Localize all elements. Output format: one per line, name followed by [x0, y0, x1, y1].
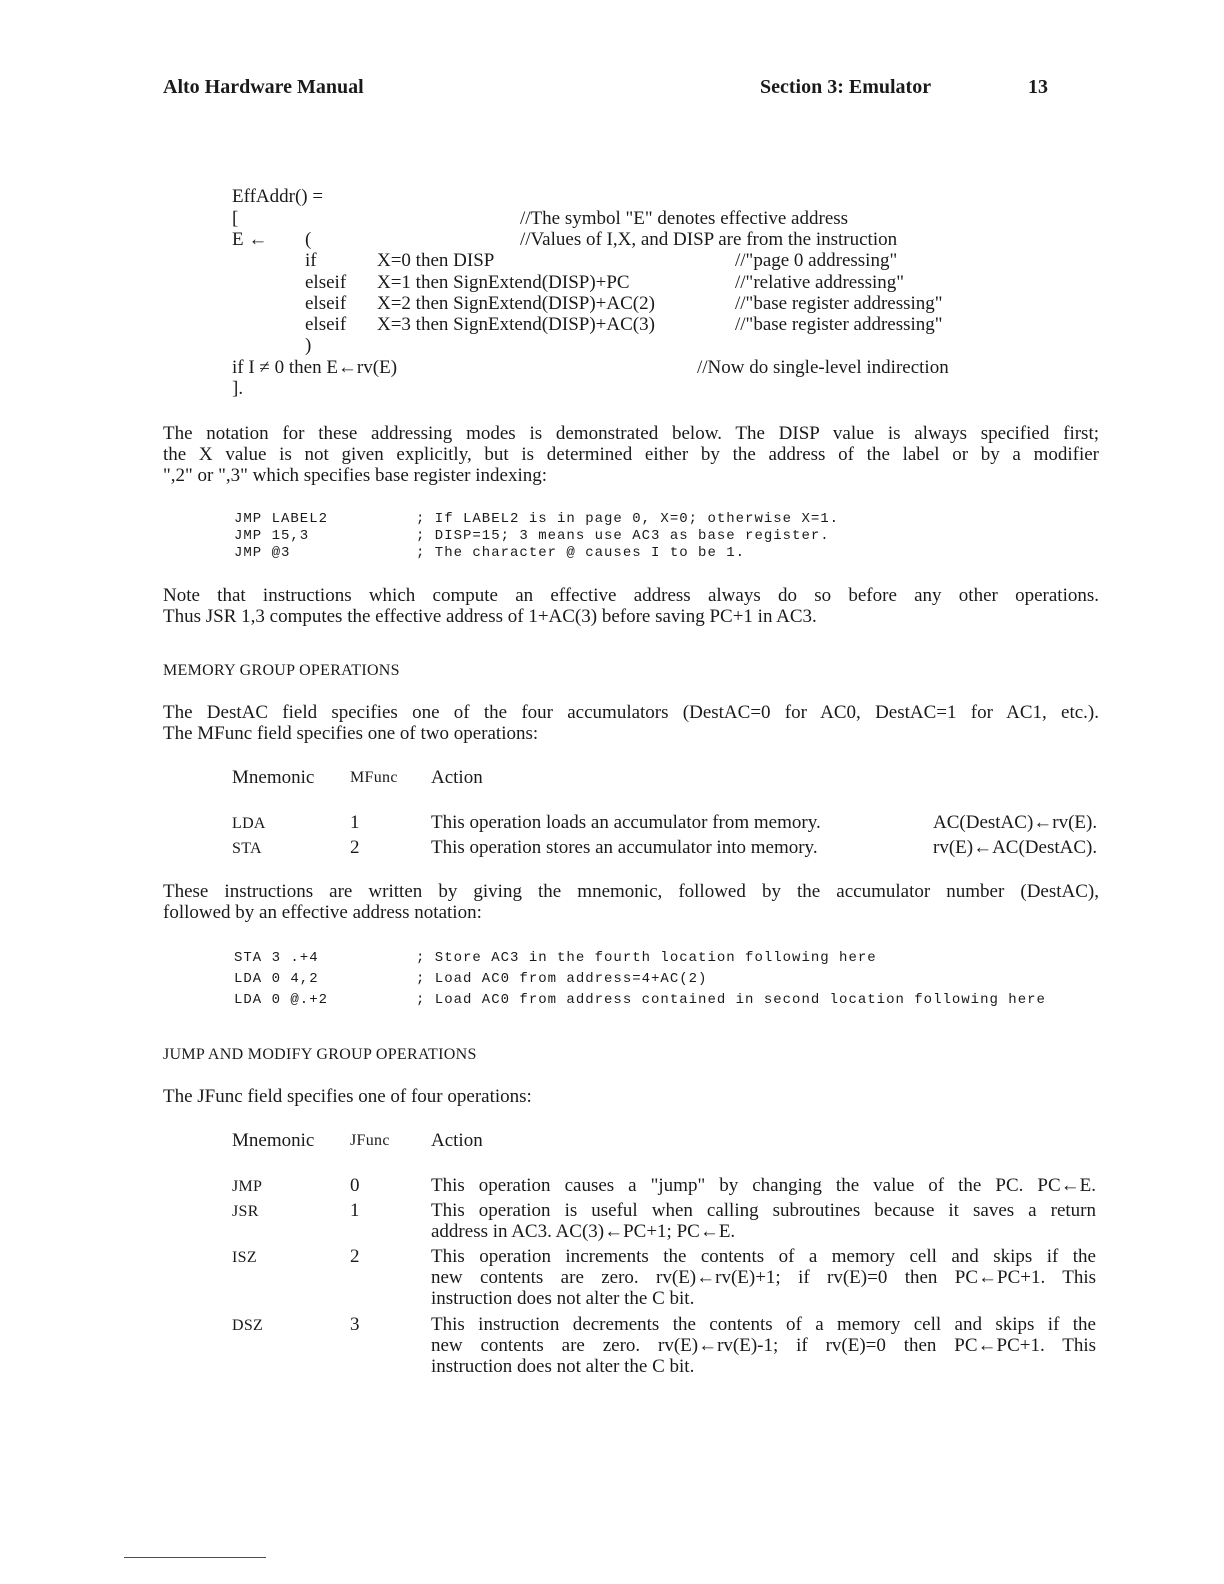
indirection-line: if I ≠ 0 then E←rv(E)	[232, 357, 398, 378]
cond-comment: //"page 0 addressing"	[735, 250, 898, 271]
code-comment: ; DISP=15; 3 means use AC3 as base register.	[416, 528, 830, 544]
table-header-jfunc: JFunc	[350, 1132, 390, 1149]
cond-keyword: elseif	[305, 293, 347, 314]
text-line: This instruction decrements the contents of a memory cell and skips if the	[431, 1314, 1096, 1335]
text-line: This operation increments the contents of a memory cell and skips if the	[431, 1246, 1096, 1267]
action-cell: This operation stores an accumulator into memory.	[431, 837, 818, 858]
text-line: address in AC3. AC(3)←PC+1; PC←E.	[431, 1221, 736, 1242]
header-section: Section 3: Emulator	[760, 76, 932, 98]
code-line: STA 3 .+4	[234, 950, 319, 966]
code-cell: 1	[350, 1200, 360, 1221]
mnemonic-cell: STA	[232, 840, 262, 857]
table-header-mnemonic: Mnemonic	[232, 767, 315, 788]
code-cell: 3	[350, 1314, 360, 1335]
open-bracket: [	[232, 208, 239, 229]
code-line: JMP LABEL2	[234, 511, 329, 527]
table-header-mfunc: MFunc	[350, 769, 398, 786]
effect-cell: AC(DestAC)←rv(E).	[933, 812, 1098, 833]
code-comment: ; Store AC3 in the fourth location following here	[416, 950, 877, 966]
text-line: new contents are zero. rv(E)←rv(E)+1; if rv(E)=0 then PC←PC+1. This	[431, 1267, 1096, 1288]
text-line: These instructions are written by giving the mnemonic, followed by the accumulator number (DestAC),	[163, 881, 1099, 902]
mnemonic-cell: JSR	[232, 1203, 259, 1220]
cond-comment: //"base register addressing"	[735, 314, 943, 335]
header-title: Alto Hardware Manual	[163, 76, 364, 98]
jump-group-heading: JUMP AND MODIFY GROUP OPERATIONS	[163, 1046, 477, 1063]
open-paren: (	[305, 229, 312, 250]
code-comment: ; The character @ causes I to be 1.	[416, 545, 746, 561]
jfunc-paragraph: The JFunc field specifies one of four operations:	[163, 1086, 532, 1107]
text-line: the X value is not given explicitly, but is determined either by the address of the label or by a modifier	[163, 444, 1099, 465]
comment-values: //Values of I,X, and DISP are from the instruction	[520, 229, 898, 250]
code-cell: 2	[350, 837, 360, 858]
code-cell: 0	[350, 1175, 360, 1196]
cond-comment: //"base register addressing"	[735, 293, 943, 314]
code-comment: ; Load AC0 from address contained in second location following here	[416, 992, 1046, 1008]
table-header-action: Action	[431, 767, 483, 788]
code-cell: 1	[350, 812, 360, 833]
cond-expression: X=1 then SignExtend(DISP)+PC	[377, 272, 630, 293]
cond-comment: //"relative addressing"	[735, 272, 905, 293]
text-line: instruction does not alter the C bit.	[431, 1356, 695, 1377]
text-line: new contents are zero. rv(E)←rv(E)-1; if rv(E)=0 then PC←PC+1. This	[431, 1335, 1096, 1356]
table-header-mnemonic: Mnemonic	[232, 1130, 315, 1151]
cond-expression: X=2 then SignExtend(DISP)+AC(2)	[377, 293, 655, 314]
action-cell	[431, 1246, 1096, 1309]
text-line: Note that instructions which compute an effective address always do so before any other operations.	[163, 585, 1099, 606]
mnemonic-usage-paragraph	[163, 881, 1099, 923]
cond-keyword: if	[305, 250, 317, 271]
text-line: This operation causes a "jump" by changing the value of the PC. PC←E.	[431, 1175, 1096, 1196]
action-cell	[431, 1200, 1096, 1242]
code-line: LDA 0 4,2	[234, 971, 319, 987]
code-line: LDA 0 @.+2	[234, 992, 329, 1008]
memory-group-heading: MEMORY GROUP OPERATIONS	[163, 662, 400, 679]
mnemonic-cell: DSZ	[232, 1317, 264, 1334]
page-number: 13	[1028, 76, 1048, 98]
text-line: instruction does not alter the C bit.	[431, 1288, 695, 1309]
text-line: followed by an effective address notation:	[163, 902, 482, 923]
effect-cell: rv(E)←AC(DestAC).	[933, 837, 1098, 858]
code-cell: 2	[350, 1246, 360, 1267]
close-paren: )	[305, 335, 312, 356]
close-bracket: ].	[232, 378, 244, 399]
text-line: This operation is useful when calling subroutines because it saves a return	[431, 1200, 1096, 1221]
effaddr-title: EffAddr() =	[232, 186, 324, 207]
comment-symbol-e: //The symbol "E" denotes effective address	[520, 208, 849, 229]
indirection-comment: //Now do single-level indirection	[697, 357, 949, 378]
action-cell: This operation loads an accumulator from memory.	[431, 812, 821, 833]
effective-address-note	[163, 585, 1099, 627]
footnote-rule	[124, 1557, 266, 1558]
text-line: The DestAC field specifies one of the four accumulators (DestAC=0 for AC0, DestAC=1 for AC1, etc.).	[163, 702, 1099, 723]
mnemonic-cell: LDA	[232, 815, 266, 832]
action-cell	[431, 1314, 1096, 1377]
mnemonic-cell: JMP	[232, 1178, 263, 1195]
notation-paragraph	[163, 423, 1099, 486]
destac-paragraph	[163, 702, 1099, 744]
text-line: Thus JSR 1,3 computes the effective address of 1+AC(3) before saving PC+1 in AC3.	[163, 606, 817, 627]
code-line: JMP @3	[234, 545, 291, 561]
mnemonic-cell: ISZ	[232, 1249, 257, 1266]
text-line: The MFunc field specifies one of two operations:	[163, 723, 539, 744]
code-comment: ; If LABEL2 is in page 0, X=0; otherwise X=1.	[416, 511, 840, 527]
e-assign: E ←	[232, 229, 268, 250]
cond-expression: X=3 then SignExtend(DISP)+AC(3)	[377, 314, 655, 335]
cond-keyword: elseif	[305, 272, 347, 293]
text-line: ",2" or ",3" which specifies base register indexing:	[163, 465, 548, 486]
action-cell	[431, 1175, 1096, 1196]
code-comment: ; Load AC0 from address=4+AC(2)	[416, 971, 708, 987]
table-header-action: Action	[431, 1130, 483, 1151]
cond-expression: X=0 then DISP	[377, 250, 495, 271]
cond-keyword: elseif	[305, 314, 347, 335]
code-line: JMP 15,3	[234, 528, 310, 544]
text-line: The notation for these addressing modes is demonstrated below. The DISP value is always specified first;	[163, 423, 1099, 444]
